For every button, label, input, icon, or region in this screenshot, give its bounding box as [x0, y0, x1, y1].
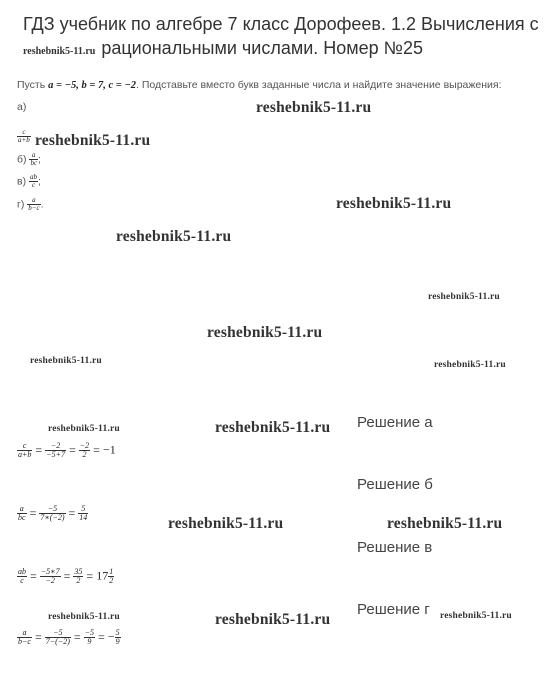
- watermark: reshebnik5-11.ru: [168, 515, 284, 532]
- item-a-fraction: $\frac{c}{a+b}$: [18, 127, 30, 145]
- watermark: reshebnik5-11.ru: [116, 228, 232, 245]
- solution-b-heading: Решение б: [357, 476, 433, 493]
- solution-d-equation: $\frac{a}{b-c}$ = $\frac{-5}{7-(-2)}$ = $\frac{-5}{9}$ = − $\frac{5}{9}$: [18, 628, 120, 647]
- task-values: a = −5, b = 7, c = −2: [48, 80, 136, 91]
- item-d: г) $\frac{a}{b-c}$ .: [17, 196, 44, 213]
- task-suffix: . Подставьте вместо букв заданные числа и найдите значение выражения:: [135, 79, 502, 91]
- watermark: reshebnik5-11.ru: [215, 419, 331, 436]
- watermark: reshebnik5-11.ru: [336, 195, 452, 212]
- watermark: reshebnik5-11.ru: [428, 292, 500, 302]
- solution-a-equation: $\frac{c}{a+b}$ = $\frac{-2}{-5+7}$ = $\frac{-2}{2}$ = −1: [18, 441, 116, 460]
- solution-a-heading: Решение а: [357, 414, 433, 431]
- solution-b-equation: $\frac{a}{bc}$ = $\frac{-5}{7∗(-2)}$ = $\frac{5}{14}$: [18, 504, 88, 523]
- watermark: reshebnik5-11.ru: [48, 612, 120, 622]
- watermark: reshebnik5-11.ru: [256, 99, 372, 116]
- task-statement: [17, 79, 502, 91]
- watermark: reshebnik5-11.ru: [207, 324, 323, 341]
- task-prefix: Пусть: [17, 79, 46, 91]
- item-b: б) $\frac{a}{bc}$ ;: [17, 151, 41, 168]
- watermark: reshebnik5-11.ru: [30, 356, 102, 366]
- title-line1: ГДЗ учебник по алгебре 7 класс Дорофеев. 1.2 Вычисления с: [23, 14, 539, 34]
- watermark: reshebnik5-11.ru: [215, 611, 331, 628]
- title-watermark: reshebnik5-11.ru: [23, 46, 96, 57]
- page-title: [23, 12, 543, 64]
- watermark: reshebnik5-11.ru: [440, 611, 512, 621]
- watermark: reshebnik5-11.ru: [387, 515, 503, 532]
- watermark: reshebnik5-11.ru: [48, 424, 120, 434]
- watermark: reshebnik5-11.ru: [35, 132, 151, 149]
- solution-c-equation: $\frac{ab}{c}$ = $\frac{-5∗7}{-2}$ = $\frac{35}{2}$ = 17 $\frac{1}{2}$: [18, 567, 114, 586]
- watermark: reshebnik5-11.ru: [434, 360, 506, 370]
- solution-c-heading: Решение в: [357, 539, 433, 556]
- title-line2: рациональными числами. Номер №25: [101, 38, 423, 58]
- item-a-label: а): [17, 101, 27, 113]
- item-c: в) $\frac{ab}{c}$ ;: [17, 173, 41, 190]
- solution-d-heading: Решение г: [357, 601, 430, 618]
